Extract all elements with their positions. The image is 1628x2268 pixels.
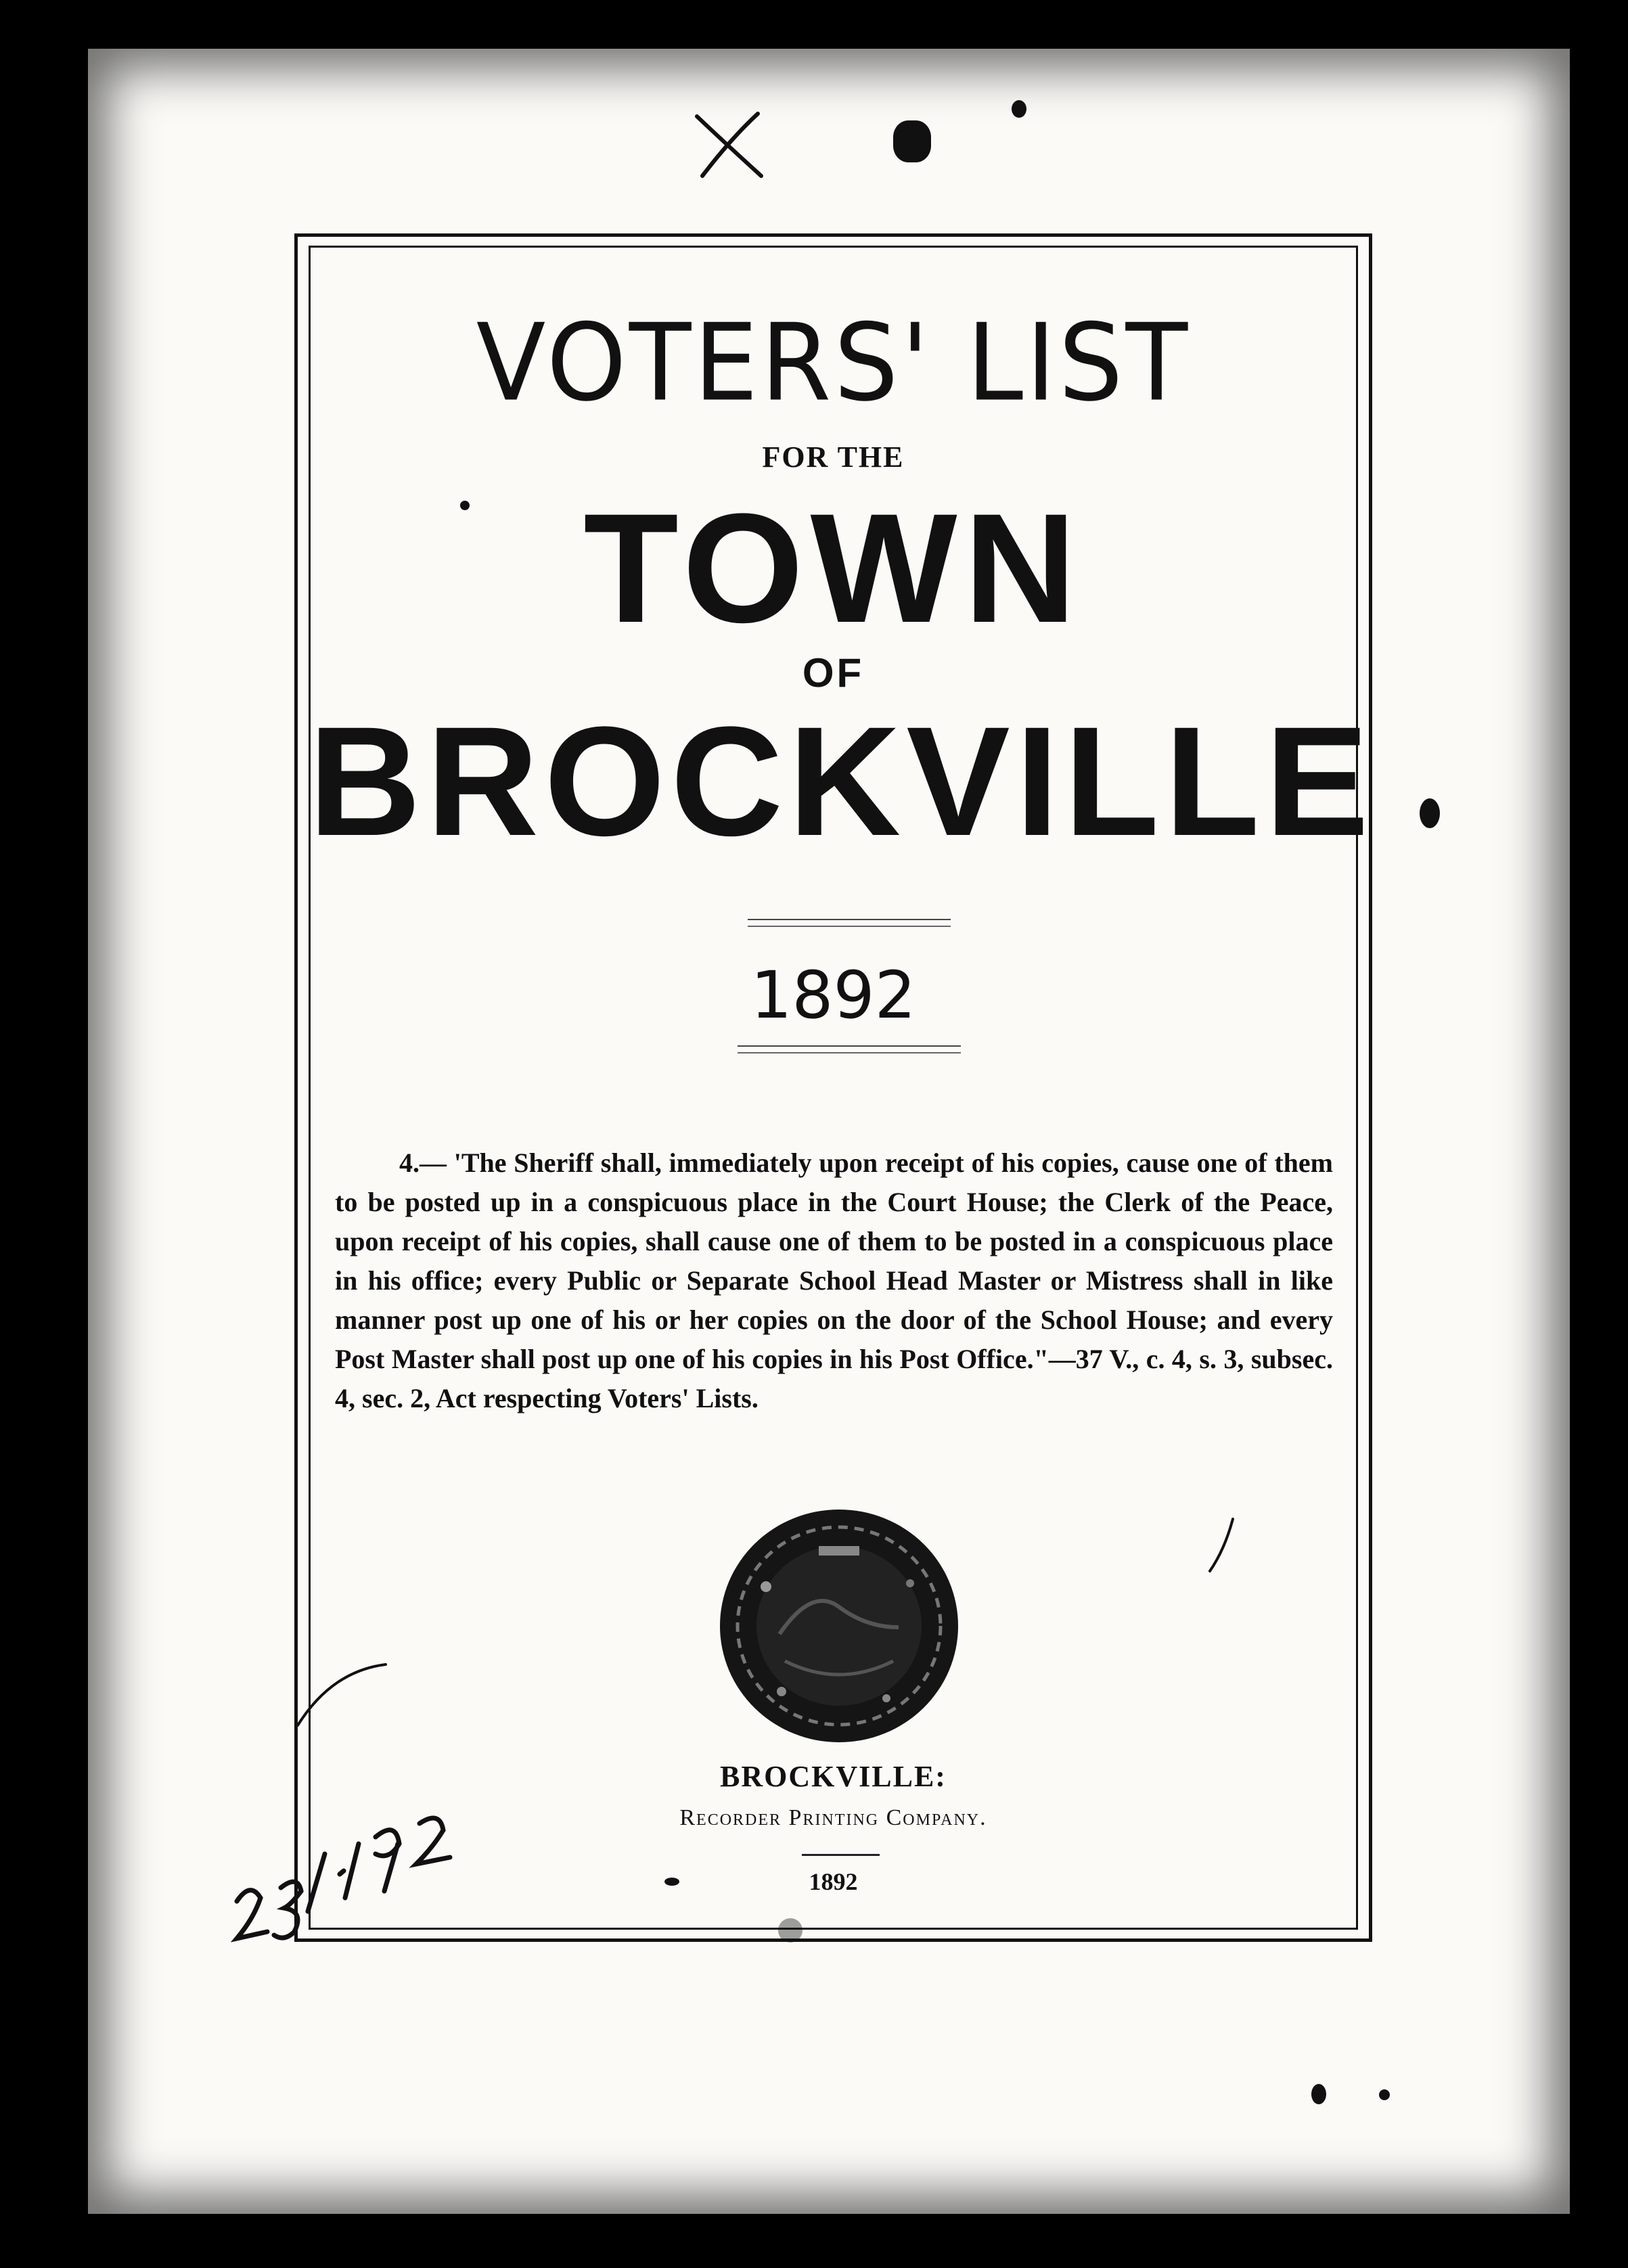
divider-rule	[738, 1045, 961, 1047]
title-for-the: FOR THE	[762, 440, 905, 474]
handwritten-date-note	[223, 1773, 480, 1962]
title-town: TOWN	[583, 481, 1083, 655]
ink-blot	[893, 120, 931, 162]
title-voters-list: VOTERS' LIST	[476, 301, 1191, 426]
handwritten-x-mark	[690, 108, 771, 183]
handwritten-tick-mark	[1204, 1516, 1238, 1577]
statute-quote: 4.— 'The Sheriff shall, immediately upon receipt of his copies, cause one of them to be posted up in a conspicuous place in the Court House; the Clerk of the Peace, upon receipt of his copies, shall cause one of them to be posted in a conspicuous place in his office; every Public or Separate School Head Master or Mistress shall in like manner post up one of his or her copies on the door of the School House; and every Post Master shall post up one of his copies in his Post Office."—37 V., c. 4, s. 3, subsec. 4, sec. 2, Act respecting Voters' Lists.	[335, 1148, 1333, 1413]
ink-blot	[1420, 798, 1440, 828]
title-brockville: BROCKVILLE	[309, 694, 1374, 868]
publisher-city: BROCKVILLE:	[720, 1760, 947, 1793]
divider-rule	[748, 919, 951, 920]
divider-rule	[738, 1052, 961, 1053]
divider-rule	[802, 1854, 880, 1856]
publisher-name: Recorder Printing Company.	[679, 1805, 987, 1830]
ink-blot	[1379, 2089, 1390, 2100]
ink-blot	[1012, 100, 1026, 118]
town-seal-emblem	[717, 1505, 961, 1746]
title-of: OF	[802, 650, 865, 696]
handwritten-stroke-mark	[291, 1651, 392, 1732]
publication-year: 1892	[809, 1868, 858, 1895]
title-year: 1892	[750, 957, 916, 1033]
divider-rule	[748, 926, 951, 927]
ink-blot	[1311, 2084, 1326, 2104]
